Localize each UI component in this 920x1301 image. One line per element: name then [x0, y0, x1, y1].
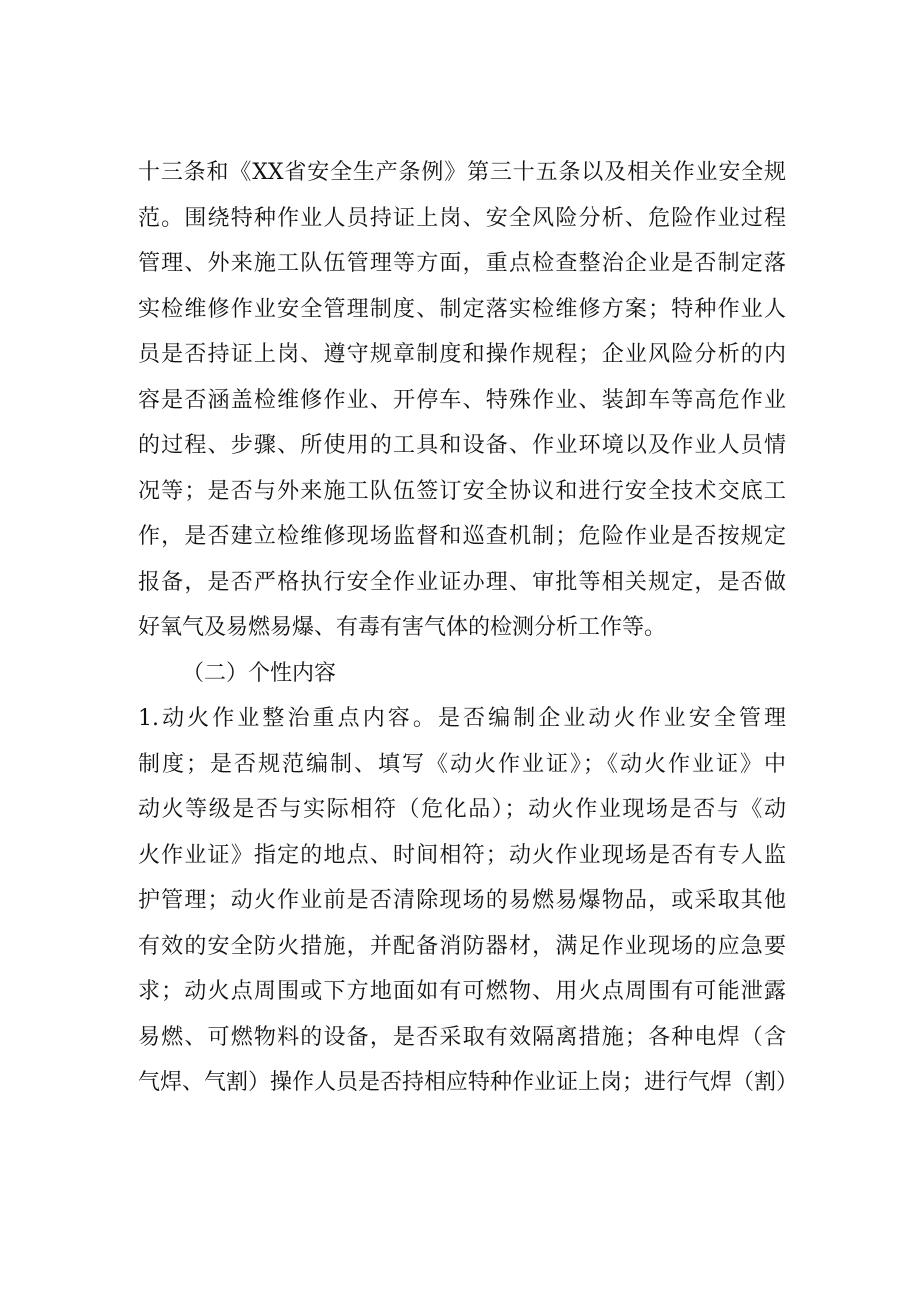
- text-line: 的过程、步骤、所使用的工具和设备、作业环境以及作业人员情: [138, 433, 786, 458]
- text-line: 护管理；动火作业前是否清除现场的易燃易爆物品，或采取其他: [138, 888, 786, 913]
- text-line: 动火等级是否与实际相符（危化品）；动火作业现场是否与《动: [138, 797, 786, 822]
- text-line: 管理、外来施工队伍管理等方面，重点检查整治企业是否制定落: [138, 251, 786, 276]
- text-line: 容是否涵盖检维修作业、开停车、特殊作业、装卸车等高危作业: [138, 387, 786, 413]
- section-heading: （二）个性内容: [182, 660, 337, 686]
- text-line: 火作业证》指定的地点、时间相符；动火作业现场是否有专人监: [138, 842, 786, 868]
- text-line: 作，是否建立检维修现场监督和巡查机制；危险作业是否按规定: [138, 524, 786, 549]
- text-line: 十三条和《XX省安全生产条例》第三十五条以及相关作业安全规: [138, 160, 786, 185]
- text-line: 求；动火点周围或下方地面如有可燃物、用火点周围有可能泄露: [138, 979, 786, 1004]
- text-line: 1.动火作业整治重点内容。是否编制企业动火作业安全管理: [138, 706, 786, 731]
- paragraph-general-content: [138, 150, 786, 651]
- text-line: 制度；是否规范编制、填写《动火作业证》；《动火作业证》中: [138, 751, 786, 777]
- text-line: 有效的安全防火措施，并配备消防器材，满足作业现场的应急要: [138, 933, 786, 959]
- paragraph-hot-work: [138, 696, 799, 1106]
- text-line: 报备，是否严格执行安全作业证办理、审批等相关规定，是否做: [138, 569, 786, 595]
- text-line: 员是否持证上岗、遵守规章制度和操作规程；企业风险分析的内: [138, 342, 786, 367]
- text-line: 好氧气及易燃易爆、有毒有害气体的检测分析工作等。: [138, 615, 667, 640]
- text-line: 实检维修作业安全管理制度、制定落实检维修方案；特种作业人: [138, 296, 786, 322]
- text-line: 易燃、可燃物料的设备，是否采取有效隔离措施；各种电焊（含: [138, 1024, 786, 1050]
- document-body: [138, 150, 799, 1106]
- text-line: 况等；是否与外来施工队伍签订安全协议和进行安全技术交底工: [138, 478, 786, 504]
- text-line: 范。围绕特种作业人员持证上岗、安全风险分析、危险作业过程: [138, 205, 786, 231]
- text-line: 气焊、气割）操作人员是否持相应特种作业证上岗；进行气焊（割）: [138, 1070, 799, 1095]
